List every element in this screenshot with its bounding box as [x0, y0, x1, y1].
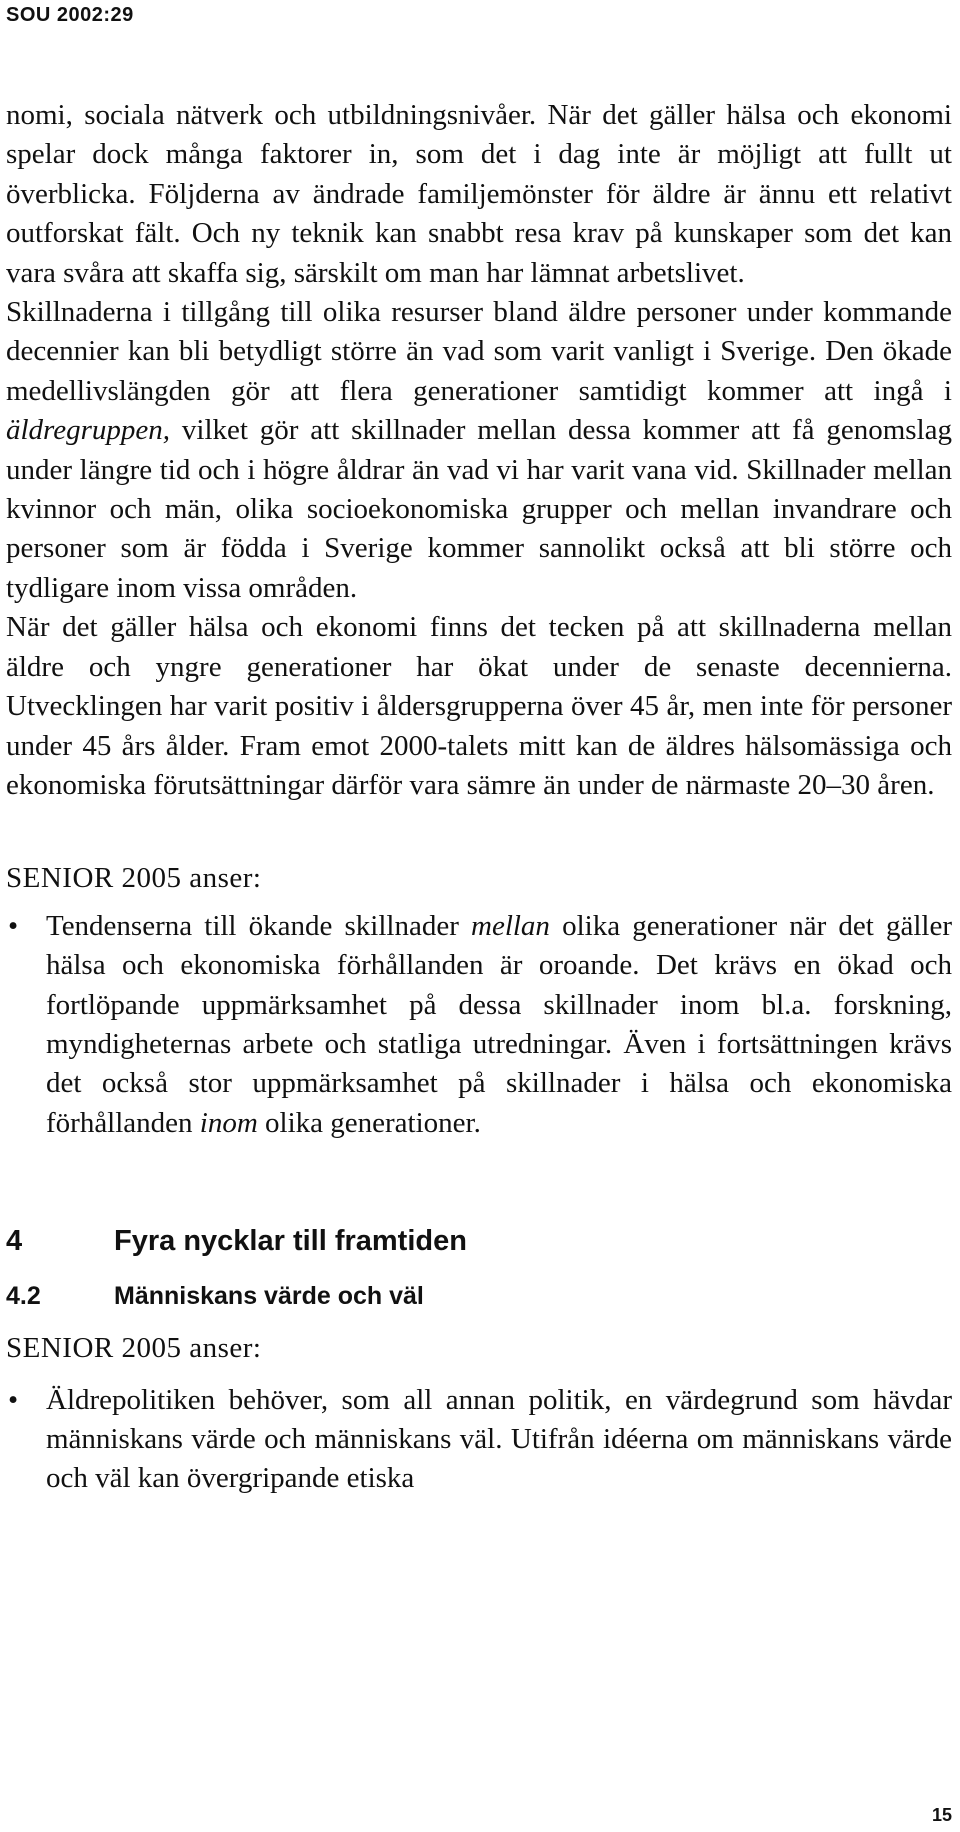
senior-label-1: SENIOR 2005 anser: — [6, 862, 262, 895]
bullet-icon: • — [8, 1383, 19, 1416]
bullet-1-text-c: olika generationer. — [257, 1106, 481, 1139]
page-body — [6, 96, 952, 1499]
section-heading — [6, 1279, 952, 1313]
chapter-number: 4 — [6, 1225, 23, 1258]
emphasis-aldregruppen: äldregruppen, — [6, 414, 171, 447]
bullet-item-1 — [6, 907, 952, 1143]
emphasis-mellan: mellan — [471, 909, 550, 942]
bullet-item-2 — [6, 1381, 952, 1499]
bullet-1-text-a: Tendenserna till ökande skillnader — [46, 909, 471, 942]
emphasis-inom: inom — [199, 1106, 258, 1139]
bullet-icon: • — [8, 909, 19, 942]
paragraph-2-text-b: vilket gör att skillnader mellan dessa kommer att få genomslag under längre tid och i högre åldrar än vad vi har varit vana vid. Skillnader mellan kvinnor och män, olika socioekonomiska grupper och mellan invandrare och personer som är födda i Sverige kommer sannolikt också att bli större och tydligare inom vissa områden. — [6, 414, 952, 604]
bullet-2-text: Äldrepolitiken behöver, som all annan politik, en värdegrund som hävdar människans värde och människans väl. Utifrån idéerna om människans värde och väl kan övergripande etiska — [46, 1383, 952, 1495]
section-title: Människans värde och väl — [114, 1282, 424, 1311]
page-number: 15 — [931, 1805, 952, 1825]
paragraph-2 — [6, 293, 952, 608]
senior-label-2: SENIOR 2005 anser: — [6, 1332, 262, 1365]
bullet-1-text-b: olika generationer när det gäller hälsa och ekonomiska förhållanden är oroande. Det krävs en ökad och fortlöpande uppmärksamhet på dessa skillnader inom bl.a. forskning, myndigheternas arbete och statliga utredningar. Även i fortsättningen krävs det också stor uppmärksamhet på skillnader i hälsa och ekonomiska förhållanden — [46, 909, 952, 1139]
chapter-title: Fyra nycklar till framtiden — [114, 1225, 467, 1258]
paragraph-1: nomi, sociala nätverk och utbildningsnivåer. När det gäller hälsa och ekonomi spelar dock många faktorer in, som det i dag inte är möjligt att fullt ut överblicka. Följderna av ändrade familjemönster för äldre är ännu ett relativt outforskat fält. Och ny teknik kan snabbt resa krav på kunskaper som det kan vara svåra att skaffa sig, särskilt om man har lämnat arbetslivet. — [6, 99, 952, 289]
section-number: 4.2 — [6, 1282, 41, 1311]
chapter-heading — [6, 1223, 952, 1259]
running-header: SOU 2002:29 — [6, 4, 134, 26]
paragraph-2-text-a: Skillnaderna i tillgång till olika resurser bland äldre personer under kommande decennier kan bli betydligt större än vad som varit vanligt i Sverige. Den ökade medellivslängden gör att flera generationer samtidigt kommer att ingå i — [6, 296, 952, 407]
paragraph-3: När det gäller hälsa och ekonomi finns det tecken på att skillnaderna mellan äldre och yngre generationer har ökat under de senaste decennierna. Utvecklingen har varit positiv i åldersgrupperna över 45 år, men inte för personer under 45 års ålder. Fram emot 2000-talets mitt kan de äldres hälsomässiga och ekonomiska förutsättningar därför vara sämre än under de närmaste 20–30 åren. — [6, 611, 952, 801]
